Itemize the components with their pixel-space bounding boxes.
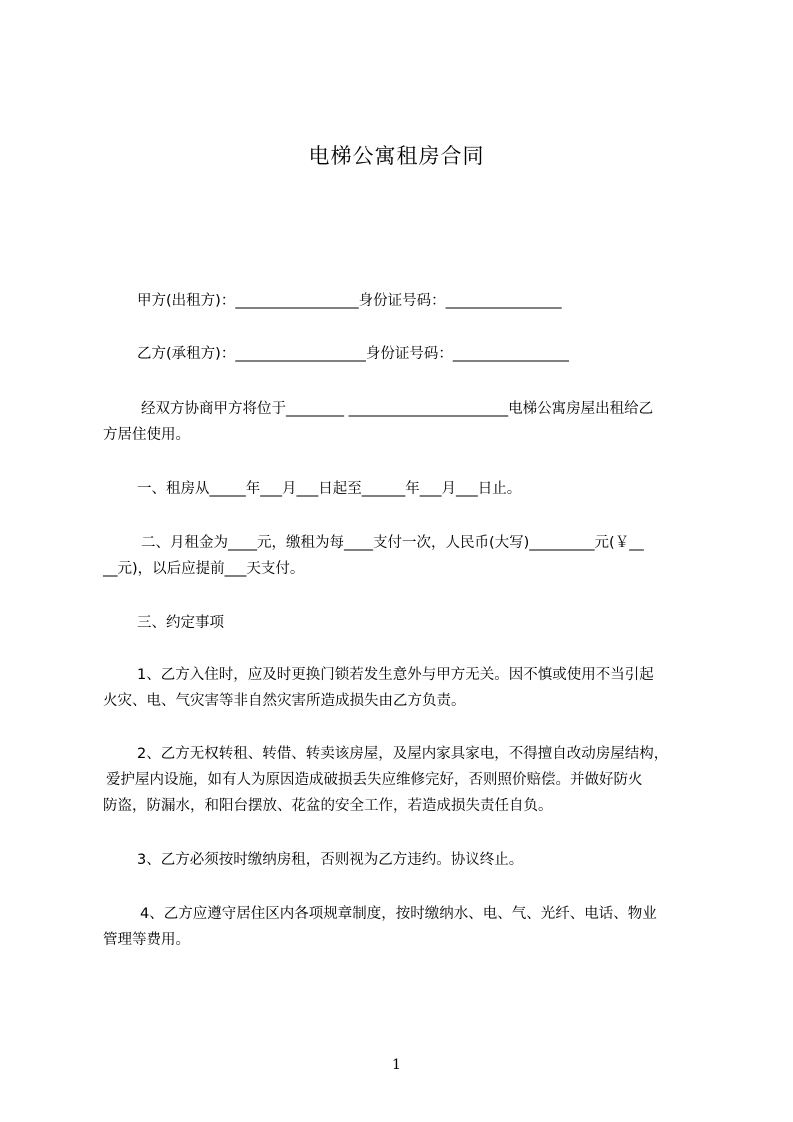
item-1-line: 1、乙方入住时，应及时更换门锁若发生意外与甲方无关。因不慎或使用不当引起 bbox=[137, 667, 654, 683]
intro-line: 经双方协商甲方将位于________ ______________________电梯公寓房屋出租给乙 bbox=[141, 401, 654, 417]
clause-2-line: 二、月租金为____元，缴租为每____支付一次，人民币(大写)_________元(￥__ bbox=[141, 535, 644, 551]
item-2-line: 防盗，防漏水，和阳台摆放、花盆的安全工作，若造成损失责任自负。 bbox=[103, 798, 553, 814]
item-3: 3、乙方必须按时缴纳房租，否则视为乙方违约。协议终止。 bbox=[137, 852, 524, 868]
clause-1: 一、租房从_____年___月___日起至______年___月___日止。 bbox=[137, 481, 522, 497]
item-4-line: 4、乙方应遵守居住区内各项规章制度，按时缴纳水、电、气、光纤、电话、物业 bbox=[140, 906, 657, 922]
item-2-line: 2、乙方无权转租、转借、转卖该房屋，及屋内家具家电，不得擅自改动房屋结构， bbox=[137, 746, 669, 762]
item-2-line: 爱护屋内设施，如有人为原因造成破损丢失应维修完好，否则照价赔偿。并做好防火 bbox=[106, 772, 643, 788]
page-number: 1 bbox=[392, 1057, 401, 1073]
document-title: 电梯公寓租房合同 bbox=[308, 144, 485, 168]
clause-3-heading: 三、约定事项 bbox=[137, 615, 224, 631]
item-1-line: 火灾、电、气灾害等非自然灾害所造成损失由乙方负责。 bbox=[103, 693, 466, 709]
party-a-line: 甲方(出租方)：_________________身份证号码：________________ bbox=[137, 293, 562, 309]
item-4-line: 管理等费用。 bbox=[103, 932, 190, 948]
intro-line: 方居住使用。 bbox=[103, 427, 190, 443]
clause-2-line: __元)，以后应提前___天支付。 bbox=[103, 561, 305, 577]
party-b-line: 乙方(承租方)：__________________身份证号码：________________ bbox=[137, 346, 569, 362]
